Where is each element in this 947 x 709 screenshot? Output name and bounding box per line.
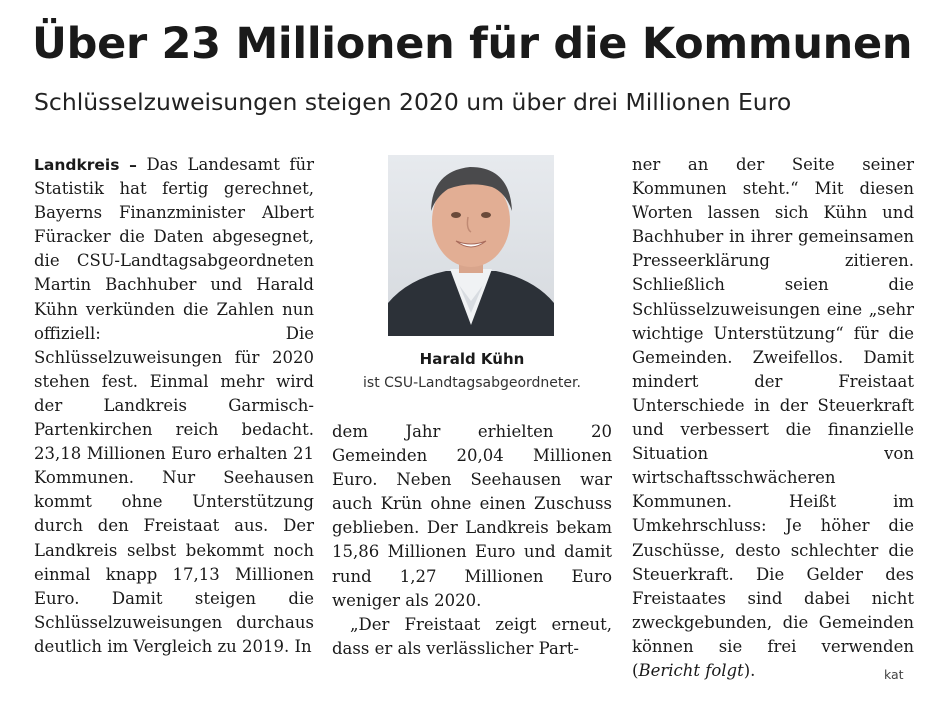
photo-caption-text: ist CSU-Landtagsabgeordneter. — [363, 375, 581, 391]
photo-caption-name: Harald Kühn — [419, 350, 525, 368]
col3-italic-note: Bericht folgt — [638, 660, 744, 680]
col2-paragraph-1: dem Jahr erhielten 20 Gemeinden 20,04 Millionen Euro. Neben Seehausen war auch Krün ohne einen Zuschuss geblieben. Der Landkreis bekam 15,86 Millionen Euro und damit rund 1,27 Millionen Euro weniger als 2020. — [332, 422, 612, 610]
portrait-illustration — [388, 155, 554, 336]
author-initials: kat — [884, 667, 904, 682]
article-column-3 — [632, 153, 914, 683]
subheadline: Schlüsselzuweisungen steigen 2020 um über drei Millionen Euro — [34, 88, 792, 116]
col3-text: ner an der Seite seiner Kommunen steht.“ Mit diesen Worten lassen sich Kühn und Bachhuber in ihrer gemeinsamen Presseerklärung zitieren. Schließlich seien die Schlüsselzuweisungen eine „sehr wichtige Unterstützung“ für die Gemeinden. Zweifellos. Damit mindert der Freistaat Unterschiede in der Steuerkraft und verbessert die finanzielle Situation von wirtschaftsschwächeren Kommunen. Heißt im Umkehrschluss: Je höher die Zuschüsse, desto schlechter die Steuerkraft. Die Gelder des Freistaates sind dabei nicht zweckgebunden, die Gemeinden können sie frei verwenden — [632, 155, 914, 656]
col3-tail-open: ( — [632, 660, 639, 680]
col3-paragraph — [632, 153, 914, 683]
article-column-2 — [332, 420, 612, 661]
article-column-1 — [34, 153, 314, 659]
portrait-photo — [388, 155, 554, 336]
col1-paragraph — [34, 153, 314, 659]
headline: Über 23 Millionen für die Kommunen — [32, 19, 913, 69]
col1-text: Das Landesamt für Statistik hat fertig gerechnet, Bayerns Finanzminister Albert Füracker die Daten abgesegnet, die CSU-Landtagsabgeordneten Martin Bachhuber und Harald Kühn verkünden die Zahlen nun offiziell: Die Schlüsselzuweisungen für 2020 stehen fest. Einmal mehr wird der Landkreis Garmisch-Partenkirchen reich bedacht. 23,18 Millionen Euro erhalten 21 Kommunen. Nur Seehausen kommt ohne Unterstützung durch den Freistaat aus. Der Landkreis selbst bekommt noch einmal knapp 17,13 Millionen Euro. Damit steigen die Schlüsselzuweisungen durchaus deutlich im Vergleich zu 2019. In — [34, 155, 314, 656]
col2-paragraph-2: „Der Freistaat zeigt erneut, dass er als verlässlicher Part- — [332, 614, 612, 658]
col3-tail-close: ). — [743, 660, 756, 680]
dateline: Landkreis – — [34, 156, 137, 174]
